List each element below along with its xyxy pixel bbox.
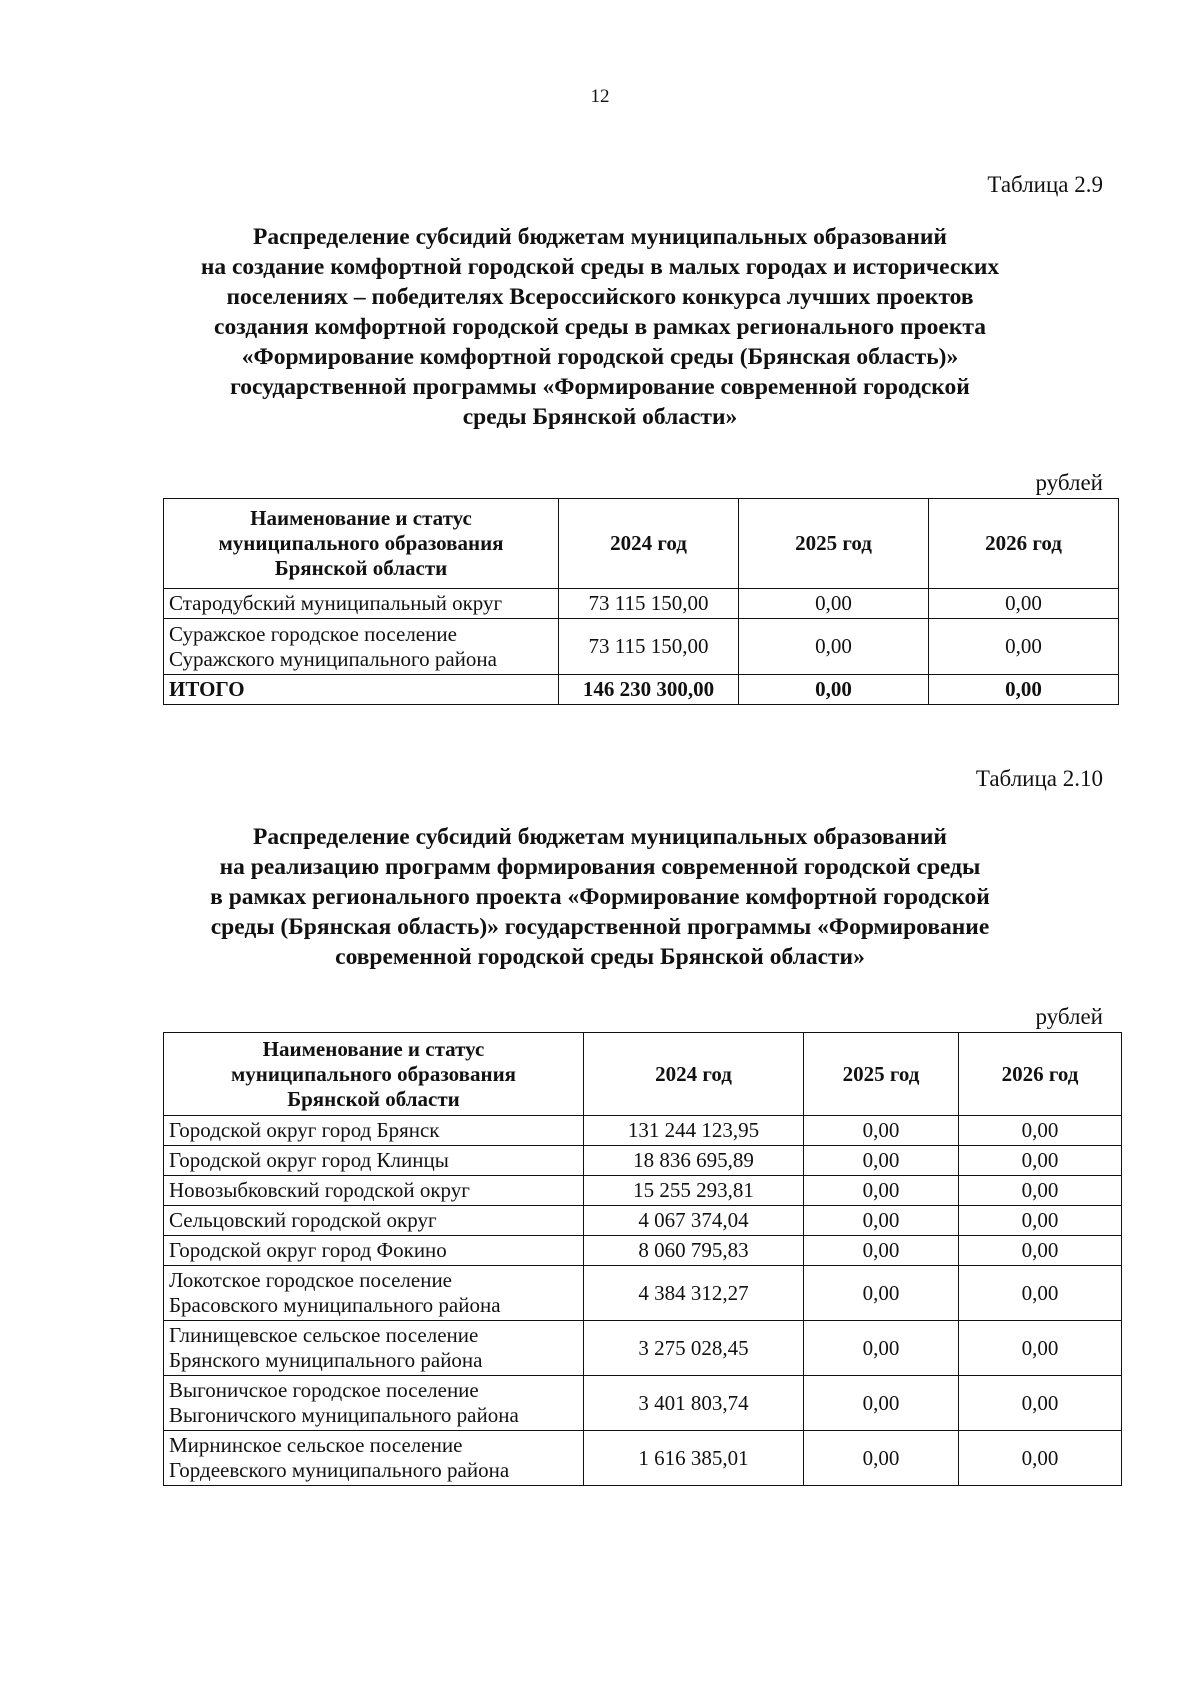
header-2025: 2025 год	[804, 1033, 959, 1116]
row-name	[164, 1266, 584, 1321]
table-header-row	[164, 499, 1119, 589]
row-name-line: Городской округ город Фокино	[169, 1238, 447, 1262]
row-2026: 0,00	[959, 1116, 1122, 1146]
row-name	[164, 589, 559, 619]
row-2025: 0,00	[804, 1236, 959, 1266]
row-name-line: Суражское городское поселение	[169, 621, 457, 646]
row-2026: 0,00	[959, 1236, 1122, 1266]
row-name-line: Суражского муниципального района	[169, 646, 497, 671]
table-row	[164, 1236, 1122, 1266]
title-line: среды Брянской области»	[462, 404, 738, 430]
units-label: рублей	[1035, 470, 1103, 495]
row-name-line: Брянского муниципального района	[169, 1348, 483, 1372]
table-header-row	[164, 1033, 1122, 1116]
row-2024: 18 836 695,89	[584, 1146, 804, 1176]
total-name: ИТОГО	[164, 675, 559, 705]
table-row	[164, 1176, 1122, 1206]
row-2024: 3 275 028,45	[584, 1321, 804, 1376]
table-row	[164, 1376, 1122, 1431]
row-2026: 0,00	[929, 619, 1119, 675]
subsidy-table-2-10	[163, 1032, 1122, 1486]
row-2025: 0,00	[739, 589, 929, 619]
table-row	[164, 1266, 1122, 1321]
units-label: рублей	[1035, 1004, 1103, 1029]
row-name	[164, 1321, 584, 1376]
header-name-line: Наименование и статус	[250, 506, 472, 530]
title-line: на реализацию программ формирования современной городской среды	[219, 854, 981, 880]
header-name-line: Брянской области	[274, 556, 448, 580]
row-2026: 0,00	[959, 1376, 1122, 1431]
title-line: в рамках регионального проекта «Формирование комфортной городской	[210, 884, 990, 910]
table-row	[164, 619, 1119, 675]
row-name-line: Сельцовский городской округ	[169, 1208, 437, 1232]
row-name	[164, 619, 559, 675]
row-2025: 0,00	[804, 1146, 959, 1176]
row-2025: 0,00	[804, 1376, 959, 1431]
title-line: современной городской среды Брянской области»	[335, 944, 865, 970]
row-2026: 0,00	[959, 1266, 1122, 1321]
title-line: среды (Брянская область)» государственной программы «Формирование	[210, 914, 990, 940]
header-name-line: Брянской области	[287, 1086, 460, 1111]
row-2024: 15 255 293,81	[584, 1176, 804, 1206]
row-name	[164, 1431, 584, 1486]
row-name	[164, 1206, 584, 1236]
subsidy-table-2-9	[163, 498, 1119, 705]
table-row	[164, 1116, 1122, 1146]
row-2026: 0,00	[959, 1176, 1122, 1206]
title-line: создания комфортной городской среды в рамках регионального проекта	[214, 314, 986, 340]
row-2024: 73 115 150,00	[559, 619, 739, 675]
title-line: Распределение субсидий бюджетам муниципальных образований	[253, 824, 947, 850]
row-2025: 0,00	[804, 1321, 959, 1376]
row-name-line: Новозыбковский городской округ	[169, 1178, 470, 1202]
title-line: на создание комфортной городской среды в малых городах и исторических	[200, 254, 1000, 280]
table-row	[164, 1146, 1122, 1176]
page-number: 12	[590, 86, 610, 107]
header-name-line: муниципального образования	[218, 531, 504, 555]
table-title	[150, 822, 1050, 972]
row-name	[164, 1236, 584, 1266]
header-name-line: Наименование и статус	[262, 1036, 485, 1061]
row-2025: 0,00	[739, 619, 929, 675]
header-name-line: муниципального образования	[230, 1061, 517, 1086]
row-2026: 0,00	[959, 1206, 1122, 1236]
header-name	[164, 499, 559, 589]
header-2026: 2026 год	[929, 499, 1119, 589]
row-name-line: Локотское городское поселение	[169, 1268, 453, 1292]
row-2024: 4 067 374,04	[584, 1206, 804, 1236]
row-2024: 1 616 385,01	[584, 1431, 804, 1486]
row-name-line: Стародубский муниципальный округ	[169, 591, 503, 615]
table-title	[150, 222, 1050, 432]
row-2025: 0,00	[804, 1116, 959, 1146]
total-2024: 146 230 300,00	[559, 675, 739, 705]
row-2025: 0,00	[804, 1266, 959, 1321]
title-line: «Формирование комфортной городской среды (Брянская область)»	[241, 344, 959, 370]
row-name	[164, 1176, 584, 1206]
table-row	[164, 1206, 1122, 1236]
header-2025: 2025 год	[739, 499, 929, 589]
row-name-line: Мирнинское сельское поселение	[169, 1433, 463, 1457]
row-2024: 131 244 123,95	[584, 1116, 804, 1146]
title-line: поселениях – победителях Всероссийского конкурса лучших проектов	[226, 284, 974, 310]
row-name-line: Гордеевского муниципального района	[169, 1458, 510, 1482]
title-line: государственной программы «Формирование современной городской	[230, 374, 970, 400]
table-row	[164, 1431, 1122, 1486]
header-2024: 2024 год	[584, 1033, 804, 1116]
table-label: Таблица 2.10	[975, 766, 1103, 791]
header-name	[164, 1033, 584, 1116]
row-name-line: Городской округ город Клинцы	[169, 1148, 449, 1172]
row-2024: 3 401 803,74	[584, 1376, 804, 1431]
row-2025: 0,00	[804, 1431, 959, 1486]
row-2026: 0,00	[959, 1146, 1122, 1176]
row-2024: 4 384 312,27	[584, 1266, 804, 1321]
row-2026: 0,00	[959, 1431, 1122, 1486]
row-name	[164, 1376, 584, 1431]
row-2025: 0,00	[804, 1176, 959, 1206]
row-2026: 0,00	[959, 1321, 1122, 1376]
row-2024: 8 060 795,83	[584, 1236, 804, 1266]
header-2026: 2026 год	[959, 1033, 1122, 1116]
row-name-line: Выгоничское городское поселение	[169, 1378, 479, 1402]
row-name-line: Брасовского муниципального района	[169, 1293, 501, 1317]
row-2025: 0,00	[804, 1206, 959, 1236]
header-2024: 2024 год	[559, 499, 739, 589]
title-line: Распределение субсидий бюджетам муниципальных образований	[253, 224, 947, 250]
row-name-line: Городской округ город Брянск	[169, 1118, 440, 1142]
row-name	[164, 1116, 584, 1146]
table-row	[164, 589, 1119, 619]
total-2026: 0,00	[929, 675, 1119, 705]
table-label: Таблица 2.9	[987, 172, 1103, 197]
row-name	[164, 1146, 584, 1176]
row-name-line: Глинищевское сельское поселение	[169, 1323, 479, 1347]
row-2024: 73 115 150,00	[559, 589, 739, 619]
table-row	[164, 1321, 1122, 1376]
row-name-line: Выгоничского муниципального района	[169, 1403, 519, 1427]
row-2026: 0,00	[929, 589, 1119, 619]
table-total-row	[164, 675, 1119, 705]
total-2025: 0,00	[739, 675, 929, 705]
